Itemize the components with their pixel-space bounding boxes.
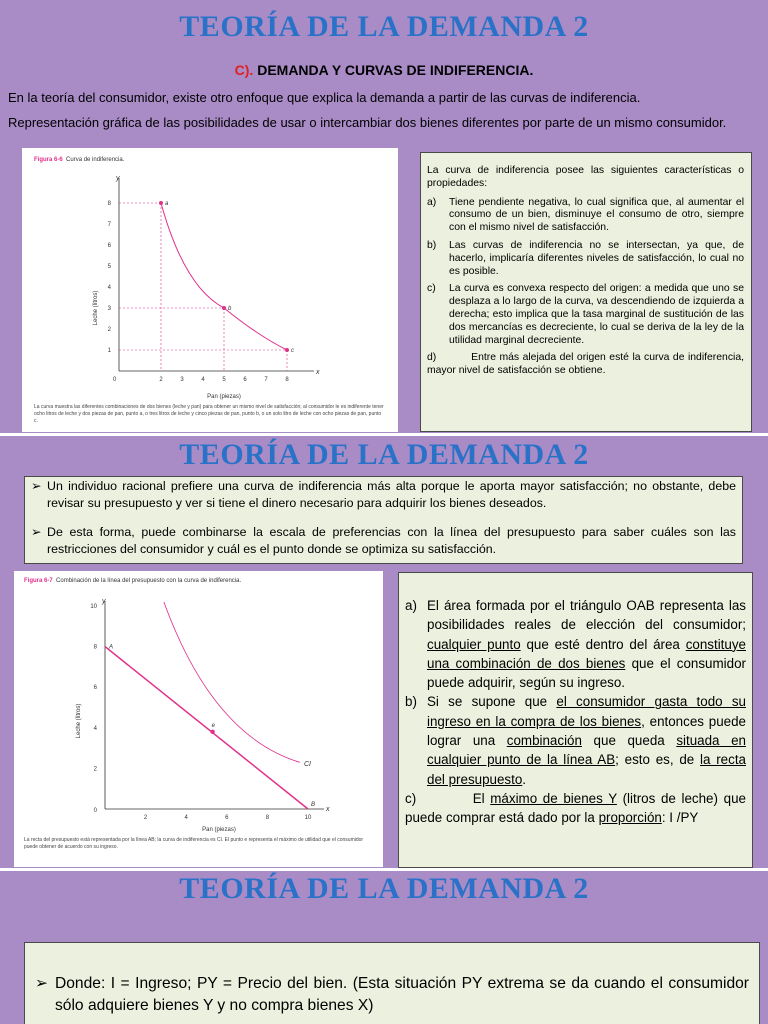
y-tick-label: 5 (107, 264, 111, 270)
page-title-2: TEORÍA DE LA DEMANDA 2 (179, 438, 589, 471)
y-tick-label: 8 (93, 644, 97, 651)
chart2-ylabel: Leche (litros) (76, 703, 82, 739)
origin-label: 0 (93, 808, 97, 814)
figure-6-7-caption: La recta del presupuesto está representada por la línea AB; la curva de indiferencia es CI. El punto e representa el máximo de utilidad que el consumidor puede obtener de acuerdo con su ingreso. (24, 837, 364, 850)
subtitle-end: . (529, 62, 534, 78)
origin-label: 0 (113, 377, 117, 383)
underlined-span: la recta del presupuesto (427, 752, 746, 787)
x-tick-label: 2 (143, 815, 148, 821)
explanation-text (427, 692, 746, 788)
text-span: El área formada por el triángulo OAB representa las posibilidades reales de elección del consumidor; (427, 598, 746, 633)
x-tick-label: 4 (201, 377, 205, 383)
y-tick-label: 6 (93, 685, 97, 692)
intro-paragraph-2: Representación gráfica de las posibilidades de usar o intercambiar dos bienes diferentes por parte de un mismo consumidor. (8, 115, 727, 130)
property-text: Tiene pendiente negativa, lo cual significa que, al aumentar el consumo de un bien, disminuye el consumo de otro, siempre con el mismo nivel de satisfacción. (449, 196, 744, 234)
explanation-key: c) (405, 790, 417, 806)
figure-6-7 (14, 571, 383, 867)
explanation-text (427, 596, 746, 692)
bullet-arrow-icon: ➢ (31, 525, 42, 539)
y-tick-label: 8 (107, 201, 111, 207)
y-tick-label: 4 (107, 285, 111, 291)
point-label: c (291, 348, 294, 354)
y-tick-label: 6 (107, 243, 111, 249)
x-tick-label: 6 (225, 815, 229, 821)
curve-point-c (285, 348, 289, 352)
bullet-item (31, 478, 736, 512)
section-divider (0, 433, 768, 436)
underlined-span: situada en cualquier punto de la línea AB (427, 733, 746, 768)
chart2-y-letter: y (102, 598, 106, 605)
figure-6-6-caption: La curva muestra las diferentes combinaciones de dos bienes (leche y pan) para obtener un mismo nivel de satisfacción; al consumidor le es indiferente tener ocho litros de leche y dos piezas de pan, punto a, o tres litros de leche y cinco piezas de pan, punto b, o un solo litro de leche con ocho piezas de pan, punto c. (34, 404, 384, 424)
figure-6-6-title-text: Curva de indiferencia. (66, 157, 125, 163)
x-tick-label: 6 (243, 377, 247, 383)
chart2-x-letter: x (326, 806, 330, 813)
property-key: d) (427, 352, 437, 364)
underlined-span: constituye una combinación de dos bienes (427, 636, 746, 671)
point-label: b (228, 306, 232, 312)
figure-6-6-title (34, 157, 124, 163)
x-tick-label: 2 (159, 377, 163, 383)
property-item-b (427, 240, 744, 278)
bullet-item (31, 524, 736, 558)
curve-point-b (222, 306, 226, 310)
budget-explanation-box (398, 572, 753, 868)
explanation-key: a) (405, 598, 417, 613)
underlined-span: combinación (506, 733, 582, 749)
property-key: a) (427, 196, 437, 208)
budget-line (105, 644, 308, 809)
underlined-span: el consumidor gasta todo su ingreso en la compra de los bienes (427, 694, 747, 729)
underlined-span: cualquier punto (427, 636, 521, 652)
bullet-text: Un individuo racional prefiere una curva de indiferencia más alta porque le aporta mayor satisfacción; no obstante, debe revisar su presupuesto y ver si tiene el dinero necesario para adquirir los bienes deseados. (47, 479, 736, 510)
figure-6-6 (22, 148, 398, 432)
text-span: , entonces puede lograr una (427, 713, 746, 749)
x-tick-label: 8 (285, 377, 289, 383)
budget-line-chart (14, 591, 383, 841)
text-span: que el consumidor puede adquirir, según su ingreso. (427, 655, 746, 691)
section-subtitle (0, 62, 768, 78)
text-span: : I /PY (661, 810, 699, 826)
figure-6-7-title-text: Combinación de la línea del presupuesto con la curva de indiferencia. (56, 578, 242, 584)
figure-6-7-title (24, 578, 241, 584)
y-tick-label: 1 (107, 348, 111, 354)
y-tick-label: 10 (90, 604, 97, 610)
subtitle-text: DEMANDA Y CURVAS DE INDIFERENCIA (257, 62, 530, 78)
property-item-a (427, 197, 744, 235)
budget-intro-box (24, 476, 743, 564)
underlined-span: máximo de bienes Y (490, 790, 617, 806)
bullet-text: Donde: I = Ingreso; PY = Precio del bien. (Esta situación PY extrema se da cuando el consumidor sólo adquiere bienes Y y no compra bienes X) (55, 975, 749, 1014)
x-tick-label: 4 (184, 815, 188, 821)
y-tick-label: 4 (93, 725, 97, 732)
text-span: El (472, 790, 485, 806)
chart2-ci-label: CI (304, 761, 311, 768)
property-item-d (427, 352, 744, 378)
properties-intro: La curva de indiferencia posee las siguientes características o propiedades: (427, 165, 744, 189)
subtitle-letter: C). (234, 62, 254, 78)
property-key: c) (427, 283, 436, 295)
explanation-item-b (405, 692, 746, 788)
indifference-chart (22, 168, 398, 428)
x-tick-label: 10 (304, 815, 312, 821)
point-label-A: A (109, 644, 114, 651)
text-span: ; esto es, de (615, 752, 695, 768)
bullet-arrow-icon: ➢ (31, 479, 42, 493)
chart1-y-letter: y (116, 175, 120, 182)
y-tick-label: 7 (107, 222, 111, 228)
x-tick-label: 8 (265, 815, 270, 821)
x-tick-label: 7 (264, 377, 268, 383)
y-tick-label: 3 (107, 306, 111, 312)
bullet-text: De esta forma, puede combinarse la escala de preferencias con la línea del presupuesto para saber cuáles son las restricciones del consumidor y cuál es el punto donde se optimiza su satisfacción. (47, 525, 736, 556)
intro-paragraph-1: En la teoría del consumidor, existe otro enfoque que explica la demanda a partir de las curvas de indiferencia. (8, 90, 641, 105)
property-text: Entre más alejada del origen esté la curva de indiferencia, mayor nivel de satisfacción se obtiene. (427, 352, 744, 377)
property-text: Las curvas de indiferencia no se intersectan, ya que, de hacerlo, implicaría diferentes niveles de satisfacción, lo cual no es posible. (449, 239, 744, 277)
underlined-span: proporción (598, 810, 662, 826)
figure-6-6-label: Figura 6-6 (34, 157, 63, 163)
bullet-arrow-icon: ➢ (35, 975, 49, 992)
property-text: La curva es convexa respecto del origen: a medida que uno se desplaza a lo largo de la curva, va descendiendo de izquierda a derecha; esto implica que la tasa marginal de sustitución de las dos mercancías es decreciente, lo cual se deriva de la ley de la utilidad marginal decreciente. (449, 283, 744, 346)
property-key: b) (427, 239, 437, 251)
page-title-1: TEORÍA DE LA DEMANDA 2 (179, 10, 589, 43)
chart1-x-letter: x (316, 369, 320, 376)
bullet-item (35, 973, 749, 1017)
chart1-xlabel: Pan (piezas) (207, 394, 241, 400)
y-tick-label: 2 (93, 766, 97, 773)
explanation-item-a (405, 596, 746, 692)
chart2-xlabel: Pan (piezas) (202, 827, 236, 833)
text-span: . (522, 771, 527, 787)
indifference-curve (164, 602, 300, 762)
text-span: que esté dentro del área (526, 636, 680, 652)
explanation-item-c (405, 789, 746, 828)
point-label-e: e (211, 722, 215, 729)
x-tick-label: 3 (180, 377, 184, 383)
point-label: a (165, 201, 169, 207)
explanation-key: b) (405, 694, 417, 710)
point-label-B: B (311, 802, 316, 808)
page-title-3: TEORÍA DE LA DEMANDA 2 (179, 872, 589, 905)
optimum-point (210, 730, 214, 734)
chart1-ylabel: Leche (litros) (93, 290, 99, 326)
text-span: que queda (593, 733, 665, 749)
y-tick-label: 2 (107, 327, 111, 333)
indifference-curve (161, 203, 287, 350)
figure-6-7-label: Figura 6-7 (24, 578, 53, 584)
section-divider (0, 868, 768, 871)
x-tick-label: 5 (222, 377, 226, 383)
curve-point-a (159, 201, 163, 205)
properties-box (420, 152, 752, 432)
formula-box (24, 942, 760, 1024)
property-item-c (427, 283, 744, 347)
text-span: Si se supone que (427, 694, 548, 710)
text-span: (litros de leche) que puede comprar está dado por la (405, 790, 746, 826)
